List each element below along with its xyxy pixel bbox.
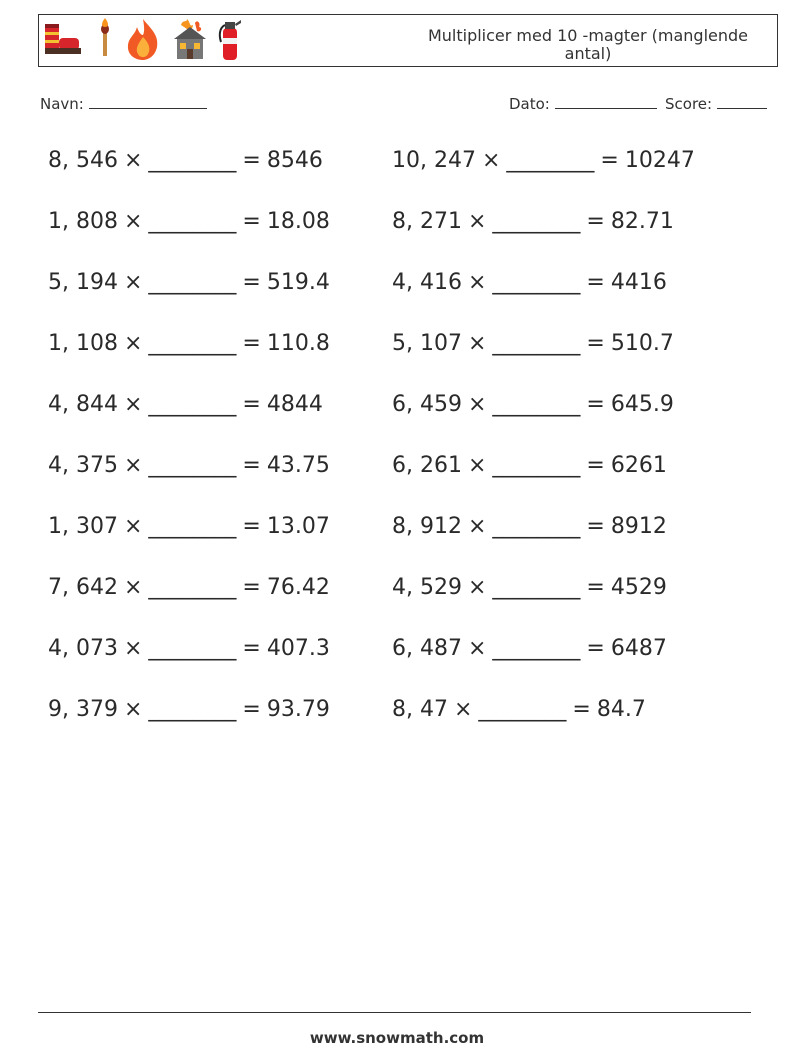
equals-symbol: = [242, 514, 261, 539]
score-blank [717, 94, 767, 109]
answer-blank[interactable]: ________ [478, 697, 567, 722]
problem-left-5 [48, 392, 323, 417]
problem-left-4 [48, 331, 330, 356]
problem-result: 93.79 [266, 697, 330, 722]
problem-left-7 [48, 514, 330, 539]
problem-result: 407.3 [266, 636, 330, 661]
date-blank [555, 94, 657, 109]
equals-symbol: = [586, 392, 605, 417]
footer-url: www.snowmath.com [309, 1029, 485, 1047]
problem-right-2 [392, 209, 674, 234]
answer-blank[interactable]: ________ [492, 270, 581, 295]
times-symbol: × [467, 270, 487, 295]
answer-blank[interactable]: ________ [492, 575, 581, 600]
equals-symbol: = [600, 148, 619, 173]
problem-result: 519.4 [266, 270, 330, 295]
score-label: Score: [665, 95, 713, 113]
equals-symbol: = [242, 453, 261, 478]
problem-factor: 8, 47 [392, 697, 448, 722]
times-symbol: × [467, 636, 487, 661]
score-field [665, 94, 767, 113]
answer-blank[interactable]: ________ [492, 209, 581, 234]
problem-factor: 1, 108 [48, 331, 118, 356]
equals-symbol: = [586, 453, 605, 478]
answer-blank[interactable]: ________ [492, 331, 581, 356]
times-symbol: × [123, 331, 143, 356]
problem-left-10 [48, 697, 330, 722]
name-field [40, 94, 207, 113]
problem-factor: 8, 546 [48, 148, 118, 173]
times-symbol: × [123, 575, 143, 600]
equals-symbol: = [242, 697, 261, 722]
problem-result: 4416 [610, 270, 667, 295]
answer-blank[interactable]: ________ [492, 453, 581, 478]
problem-factor: 9, 379 [48, 697, 118, 722]
answer-blank[interactable]: ________ [148, 453, 237, 478]
times-symbol: × [467, 392, 487, 417]
problem-factor: 4, 073 [48, 636, 118, 661]
equals-symbol: = [242, 270, 261, 295]
problem-result: 8546 [266, 148, 323, 173]
times-symbol: × [123, 514, 143, 539]
times-symbol: × [467, 209, 487, 234]
problem-result: 76.42 [266, 575, 330, 600]
boot-icon [41, 18, 87, 64]
problem-factor: 10, 247 [392, 148, 476, 173]
times-symbol: × [123, 453, 143, 478]
answer-blank[interactable]: ________ [148, 148, 237, 173]
answer-blank[interactable]: ________ [148, 697, 237, 722]
answer-blank[interactable]: ________ [506, 148, 595, 173]
problem-left-3 [48, 270, 330, 295]
problem-right-9 [392, 636, 667, 661]
equals-symbol: = [586, 636, 605, 661]
equals-symbol: = [586, 270, 605, 295]
times-symbol: × [467, 331, 487, 356]
equals-symbol: = [586, 209, 605, 234]
problem-factor: 8, 271 [392, 209, 462, 234]
problem-result: 82.71 [610, 209, 674, 234]
problem-result: 4529 [610, 575, 667, 600]
times-symbol: × [123, 148, 143, 173]
times-symbol: × [467, 575, 487, 600]
times-symbol: × [123, 270, 143, 295]
problem-factor: 6, 261 [392, 453, 462, 478]
equals-symbol: = [242, 148, 261, 173]
problem-result: 18.08 [266, 209, 330, 234]
answer-blank[interactable]: ________ [492, 636, 581, 661]
answer-blank[interactable]: ________ [148, 331, 237, 356]
problem-factor: 4, 529 [392, 575, 462, 600]
equals-symbol: = [242, 331, 261, 356]
problem-left-6 [48, 453, 330, 478]
problem-left-1 [48, 148, 323, 173]
problem-left-2 [48, 209, 330, 234]
problem-result: 110.8 [266, 331, 330, 356]
answer-blank[interactable]: ________ [492, 392, 581, 417]
problem-result: 6261 [610, 453, 667, 478]
burning-house-icon [171, 17, 209, 65]
answer-blank[interactable]: ________ [492, 514, 581, 539]
problem-factor: 1, 808 [48, 209, 118, 234]
name-blank [89, 94, 207, 109]
icon-row [41, 18, 243, 64]
equals-symbol: = [586, 331, 605, 356]
problem-factor: 1, 307 [48, 514, 118, 539]
times-symbol: × [123, 209, 143, 234]
name-label: Navn: [40, 95, 84, 113]
fire-extinguisher-icon [217, 16, 243, 66]
problem-factor: 5, 194 [48, 270, 118, 295]
equals-symbol: = [586, 575, 605, 600]
answer-blank[interactable]: ________ [148, 209, 237, 234]
problem-right-10 [392, 697, 646, 722]
answer-blank[interactable]: ________ [148, 575, 237, 600]
worksheet-header [38, 14, 778, 67]
equals-symbol: = [572, 697, 591, 722]
flame-icon [123, 17, 163, 65]
problem-result: 43.75 [266, 453, 330, 478]
answer-blank[interactable]: ________ [148, 636, 237, 661]
problem-left-9 [48, 636, 330, 661]
problem-factor: 4, 416 [392, 270, 462, 295]
date-field [509, 94, 657, 113]
problem-right-4 [392, 331, 674, 356]
problem-result: 13.07 [266, 514, 330, 539]
equals-symbol: = [242, 636, 261, 661]
problem-left-8 [48, 575, 330, 600]
problem-result: 645.9 [610, 392, 674, 417]
problem-result: 4844 [266, 392, 323, 417]
equals-symbol: = [242, 575, 261, 600]
answer-blank[interactable]: ________ [148, 392, 237, 417]
problem-factor: 4, 844 [48, 392, 118, 417]
problem-right-6 [392, 453, 667, 478]
times-symbol: × [123, 636, 143, 661]
problem-right-7 [392, 514, 667, 539]
problem-result: 8912 [610, 514, 667, 539]
problem-result: 10247 [624, 148, 695, 173]
times-symbol: × [123, 697, 143, 722]
problem-factor: 7, 642 [48, 575, 118, 600]
problem-right-5 [392, 392, 674, 417]
problem-result: 84.7 [596, 697, 646, 722]
answer-blank[interactable]: ________ [148, 270, 237, 295]
equals-symbol: = [242, 392, 261, 417]
problem-factor: 5, 107 [392, 331, 462, 356]
equals-symbol: = [586, 514, 605, 539]
matchstick-icon [95, 18, 115, 64]
answer-blank[interactable]: ________ [148, 514, 237, 539]
times-symbol: × [481, 148, 501, 173]
problem-result: 510.7 [610, 331, 674, 356]
problem-factor: 6, 487 [392, 636, 462, 661]
times-symbol: × [467, 514, 487, 539]
times-symbol: × [467, 453, 487, 478]
times-symbol: × [453, 697, 473, 722]
times-symbol: × [123, 392, 143, 417]
problem-factor: 4, 375 [48, 453, 118, 478]
footer-divider [38, 1012, 751, 1013]
worksheet-title: Multiplicer med 10 -magter (manglende antal) [427, 26, 749, 63]
problem-right-1 [392, 148, 695, 173]
problem-factor: 8, 912 [392, 514, 462, 539]
equals-symbol: = [242, 209, 261, 234]
date-label: Dato: [509, 95, 550, 113]
problem-right-3 [392, 270, 667, 295]
problem-right-8 [392, 575, 667, 600]
problem-result: 6487 [610, 636, 667, 661]
problem-factor: 6, 459 [392, 392, 462, 417]
